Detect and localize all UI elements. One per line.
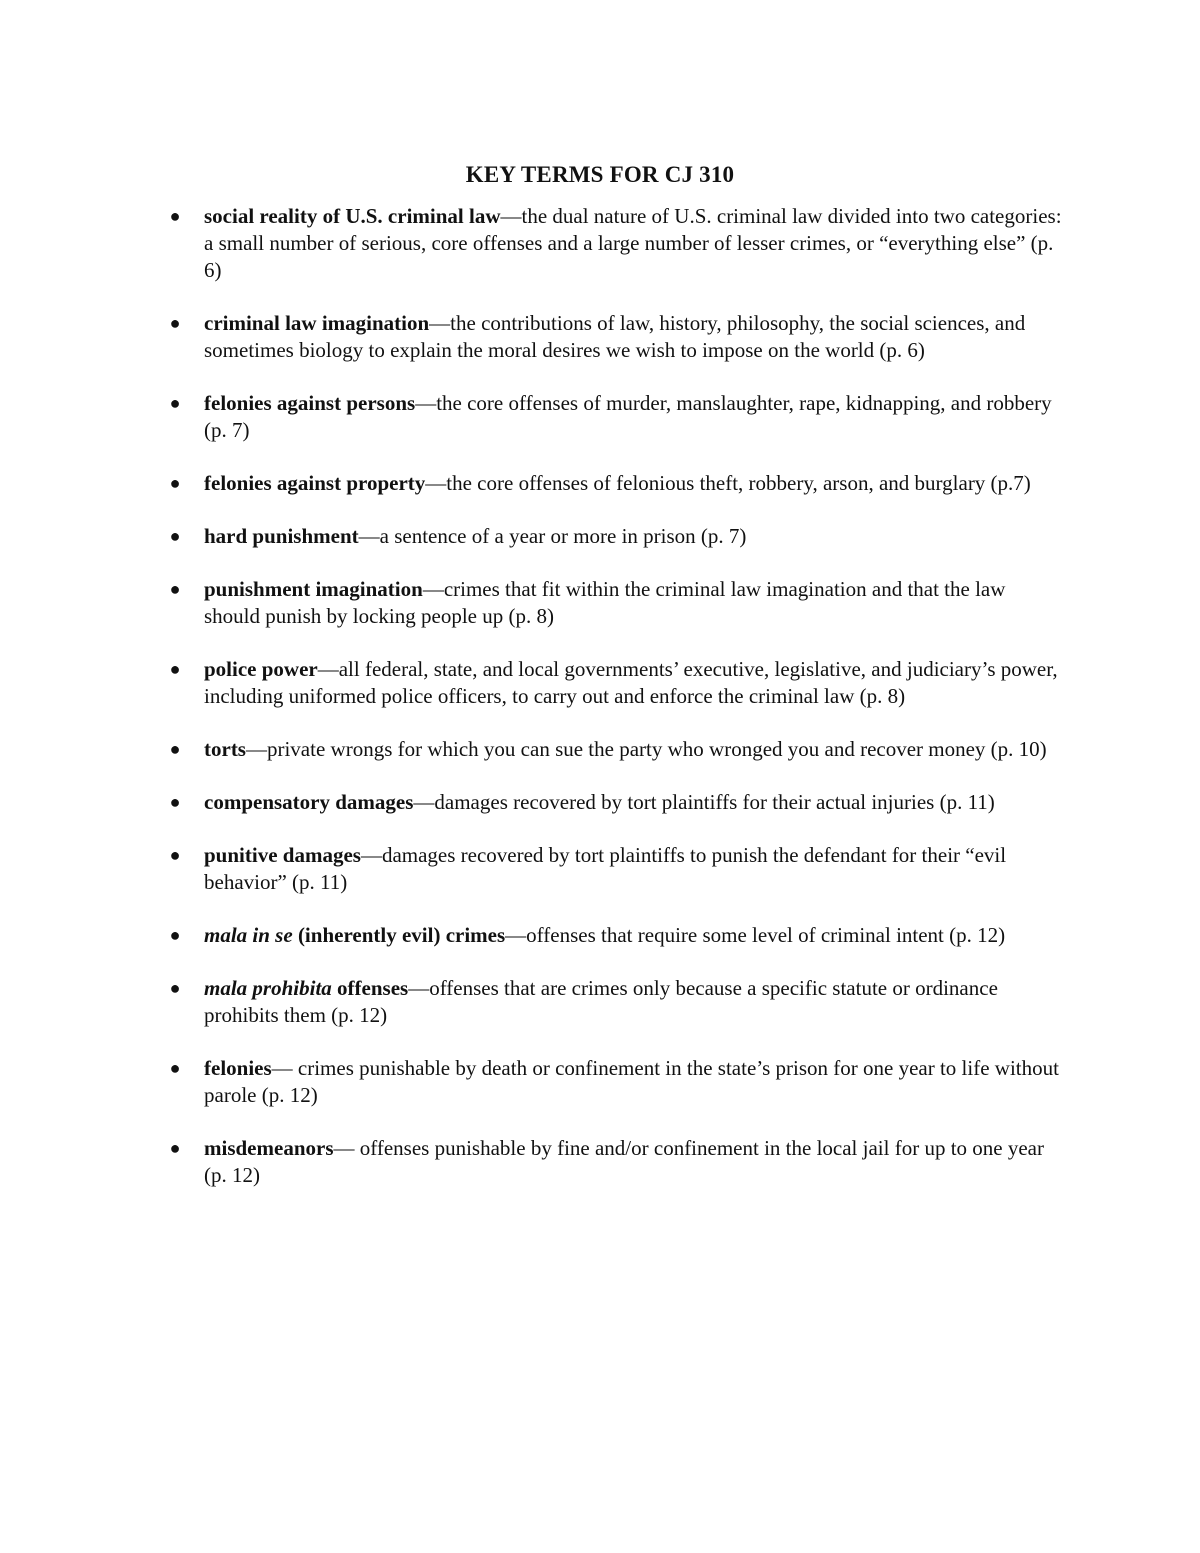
term-name: hard punishment: [204, 524, 359, 548]
term-name: felonies: [204, 1056, 272, 1080]
bullet-icon: ●: [169, 526, 181, 546]
term-name: police power: [204, 657, 318, 681]
bullet-icon: ●: [169, 792, 181, 812]
bullet-icon: ●: [169, 925, 181, 945]
em-dash: —: [271, 1056, 293, 1080]
term-name: compensatory damages: [204, 790, 414, 814]
bullet-icon: ●: [169, 473, 181, 493]
term-definition: a sentence of a year or more in prison (p. 7): [379, 524, 747, 548]
list-item: [0, 975, 1064, 1029]
bullet-icon: ●: [169, 1058, 181, 1078]
term-name-rest: (inherently evil) crimes: [292, 923, 506, 947]
bullet-icon: ●: [169, 1138, 181, 1158]
term-definition: private wrongs for which you can sue the party who wronged you and recover money (p. 10): [266, 737, 1047, 761]
em-dash: —: [333, 1136, 355, 1160]
term-name: punitive damages: [204, 843, 361, 867]
term-name: felonies against property: [204, 471, 426, 495]
term-definition: the contributions of law, history, philosophy, the social sciences, and sometimes biology to explain the moral desires we wish to impose on the world (p. 6): [204, 311, 1026, 362]
list-item: [0, 310, 1064, 364]
term-definition: offenses that require some level of criminal intent (p. 12): [526, 923, 1006, 947]
term-name-italic: mala prohibita: [204, 976, 332, 1000]
list-item: [0, 922, 1064, 949]
em-dash: —: [505, 923, 527, 947]
em-dash: —: [408, 976, 430, 1000]
bullet-icon: ●: [169, 978, 181, 998]
key-terms-list: [0, 203, 1200, 1215]
term-name: felonies against persons: [204, 391, 416, 415]
list-item: [0, 523, 1064, 550]
term-definition: the core offenses of murder, manslaughter, rape, kidnapping, and robbery (p. 7): [204, 391, 1052, 442]
bullet-icon: ●: [169, 313, 181, 333]
list-item: [0, 842, 1064, 896]
em-dash: —: [429, 311, 451, 335]
em-dash: —: [415, 391, 437, 415]
term-name: [204, 976, 408, 1000]
term-definition: the dual nature of U.S. criminal law divided into two categories: a small number of serious, core offenses and a large number of lesser crimes, or “everything else” (p. 6): [204, 204, 1062, 282]
bullet-icon: ●: [169, 206, 181, 226]
em-dash: —: [413, 790, 435, 814]
list-item: [0, 789, 1064, 816]
em-dash: —: [358, 524, 380, 548]
em-dash: —: [422, 577, 444, 601]
bullet-icon: ●: [169, 845, 181, 865]
term-name: social reality of U.S. criminal law: [204, 204, 501, 228]
list-item: [0, 736, 1064, 763]
term-name-rest: offenses: [331, 976, 409, 1000]
page-title: KEY TERMS FOR CJ 310: [465, 162, 735, 187]
term-definition: crimes that fit within the criminal law imagination and that the law should punish by locking people up (p. 8): [204, 577, 1006, 628]
bullet-icon: ●: [169, 739, 181, 759]
bullet-icon: ●: [169, 393, 181, 413]
term-name: misdemeanors: [204, 1136, 334, 1160]
term-name-italic: mala in se: [204, 923, 293, 947]
em-dash: —: [500, 204, 522, 228]
term-name: criminal law imagination: [204, 311, 430, 335]
em-dash: —: [425, 471, 447, 495]
list-item: [0, 576, 1064, 630]
term-definition: all federal, state, and local governments’ executive, legislative, and judiciary’s power, including uniformed police officers, to carry out and enforce the criminal law (p. 8): [204, 657, 1058, 708]
em-dash: —: [245, 737, 267, 761]
list-item: [0, 1055, 1064, 1109]
term-name: punishment imagination: [204, 577, 423, 601]
term-definition: crimes punishable by death or confinement in the state’s prison for one year to life without parole (p. 12): [204, 1056, 1059, 1107]
list-item: [0, 470, 1064, 497]
list-item: [0, 203, 1064, 284]
term-definition: the core offenses of felonious theft, robbery, arson, and burglary (p.7): [446, 471, 1031, 495]
term-definition: offenses punishable by fine and/or confinement in the local jail for up to one year (p. 12): [204, 1136, 1044, 1187]
list-item: [0, 1135, 1064, 1189]
term-definition: damages recovered by tort plaintiffs to punish the defendant for their “evil behavior” (p. 11): [204, 843, 1007, 894]
bullet-icon: ●: [169, 659, 181, 679]
term-name: torts: [204, 737, 246, 761]
em-dash: —: [360, 843, 382, 867]
list-item: [0, 656, 1064, 710]
bullet-icon: ●: [169, 579, 181, 599]
list-item: [0, 390, 1064, 444]
term-definition: damages recovered by tort plaintiffs for their actual injuries (p. 11): [434, 790, 995, 814]
em-dash: —: [317, 657, 339, 681]
term-definition: offenses that are crimes only because a specific statute or ordinance prohibits them (p. 12): [204, 976, 998, 1027]
term-name: [204, 923, 505, 947]
